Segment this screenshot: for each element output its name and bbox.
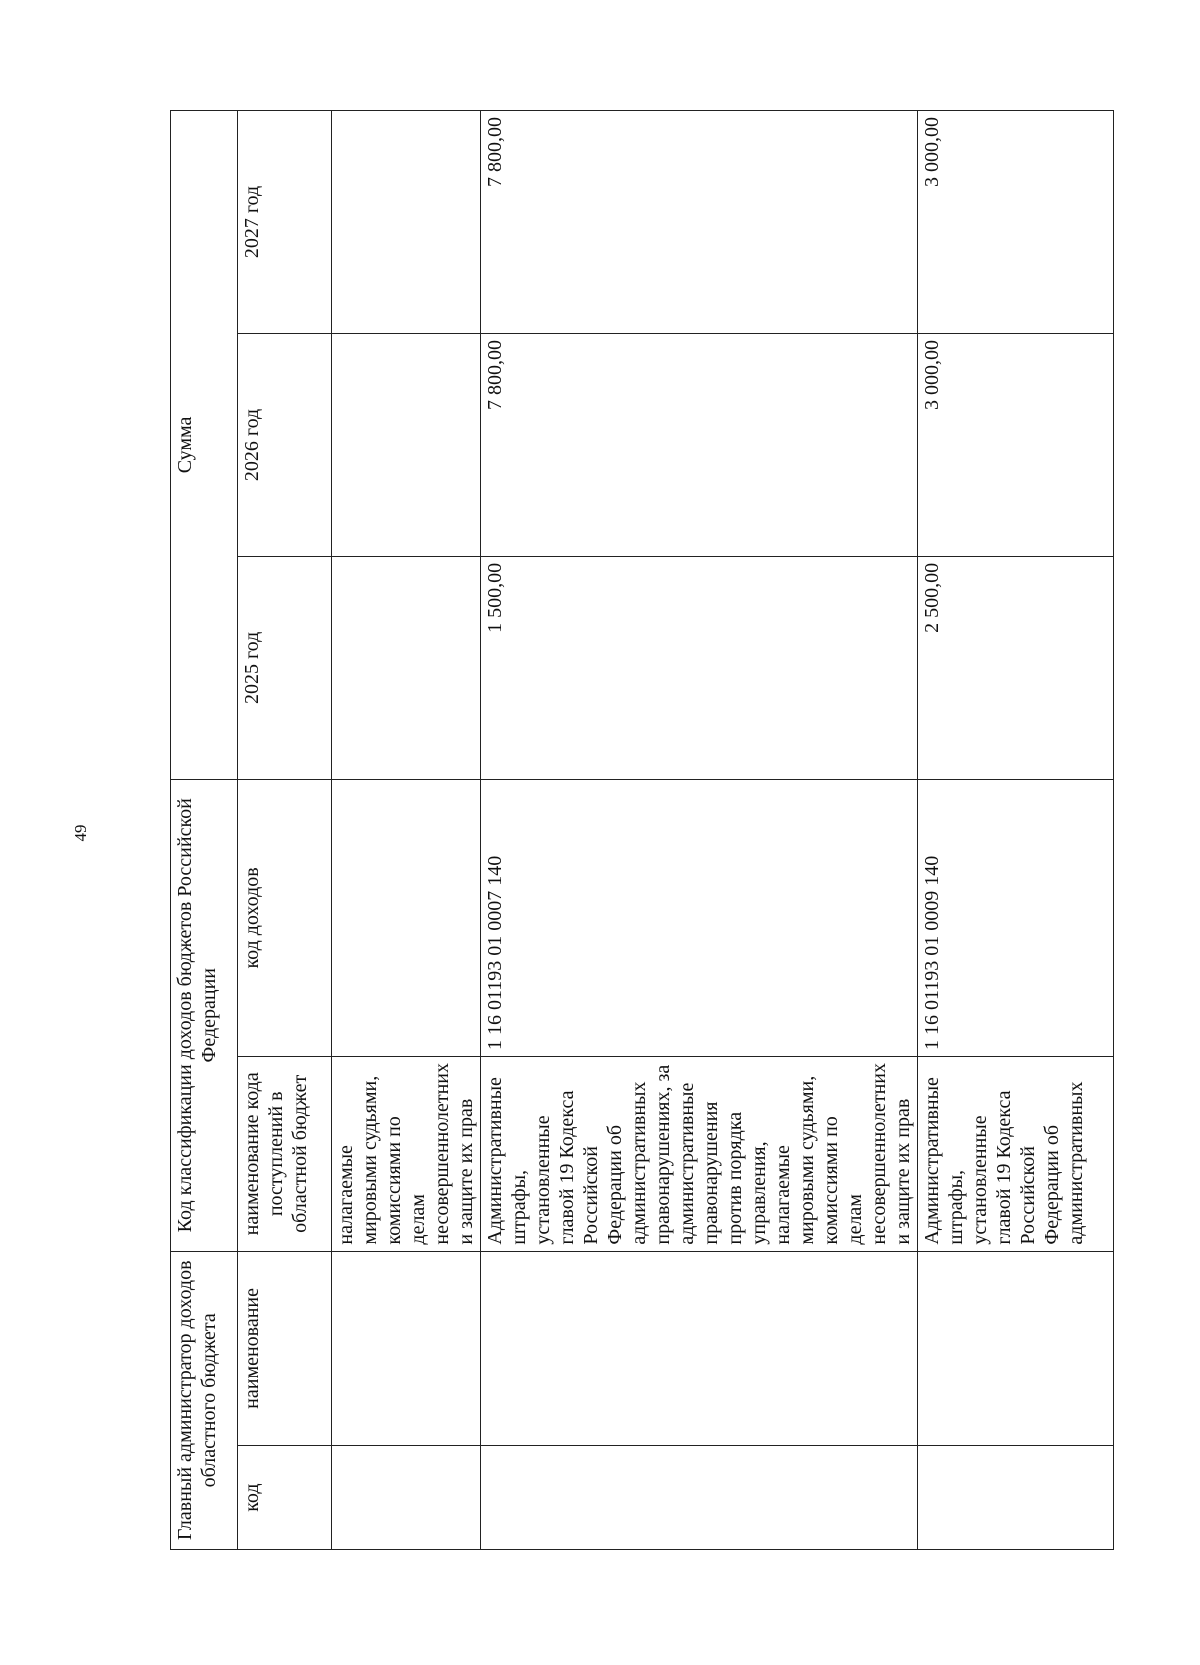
income-code-cell (332, 779, 481, 1056)
header-name: наименование (238, 1251, 332, 1446)
table-row (918, 111, 1114, 1550)
header-income-name: наименование кода поступлений в областной бюджет (238, 1057, 332, 1252)
header-year-2026: 2026 год (238, 334, 332, 557)
header-year-2027: 2027 год (238, 111, 332, 334)
sum-2027-cell (332, 111, 481, 334)
revenue-table (170, 110, 1114, 1550)
income-code-cell: 1 16 01193 01 0007 140 (481, 779, 918, 1056)
sum-2025-cell: 2 500,00 (918, 556, 1114, 779)
sum-2026-cell: 3 000,00 (918, 334, 1114, 557)
admin-name-cell (332, 1251, 481, 1446)
header-year-2025: 2025 год (238, 556, 332, 779)
admin-code-cell (918, 1446, 1114, 1550)
income-name-cell (332, 1057, 481, 1252)
sum-2026-cell (332, 334, 481, 557)
header-row-columns (238, 111, 332, 1550)
admin-code-cell (481, 1446, 918, 1550)
income-name-cell (481, 1057, 918, 1252)
income-name-text: Административные штрафы, установленные главой 19 Кодекса Российской Федерации об административных (921, 1077, 1087, 1245)
income-name-text: Административные штрафы, установленные главой 19 Кодекса Российской Федерации об административных правонарушениях, за административные правонарушения против порядка управления, налагаемые мировыми судьями, комиссиями по делам несовершеннолетних и защите их прав (484, 1063, 914, 1245)
sum-2025-cell: 1 500,00 (481, 556, 918, 779)
sum-2027-cell: 3 000,00 (918, 111, 1114, 334)
admin-name-cell (481, 1251, 918, 1446)
table-row (332, 111, 481, 1550)
sum-2026-cell: 7 800,00 (481, 334, 918, 557)
rotated-page (170, 110, 1090, 1550)
page-number: 49 (71, 824, 90, 842)
header-admin-group: Главный администратор доходов областного бюджета (171, 1251, 238, 1549)
admin-name-cell (918, 1251, 1114, 1446)
income-name-text: налагаемые мировыми судьями, комиссиями по делам несовершеннолетних и защите их прав (335, 1063, 477, 1245)
header-classification-group: Код классификации доходов бюджетов Российской Федерации (171, 779, 238, 1251)
table-row (481, 111, 918, 1550)
income-code-cell: 1 16 01193 01 0009 140 (918, 779, 1114, 1056)
header-sum-group: Сумма (171, 111, 238, 780)
header-row-groups (171, 111, 238, 1550)
admin-code-cell (332, 1446, 481, 1550)
sum-2025-cell (332, 556, 481, 779)
header-code: код (238, 1446, 332, 1550)
income-name-cell (918, 1057, 1114, 1252)
header-income-code: код доходов (238, 779, 332, 1056)
sum-2027-cell: 7 800,00 (481, 111, 918, 334)
